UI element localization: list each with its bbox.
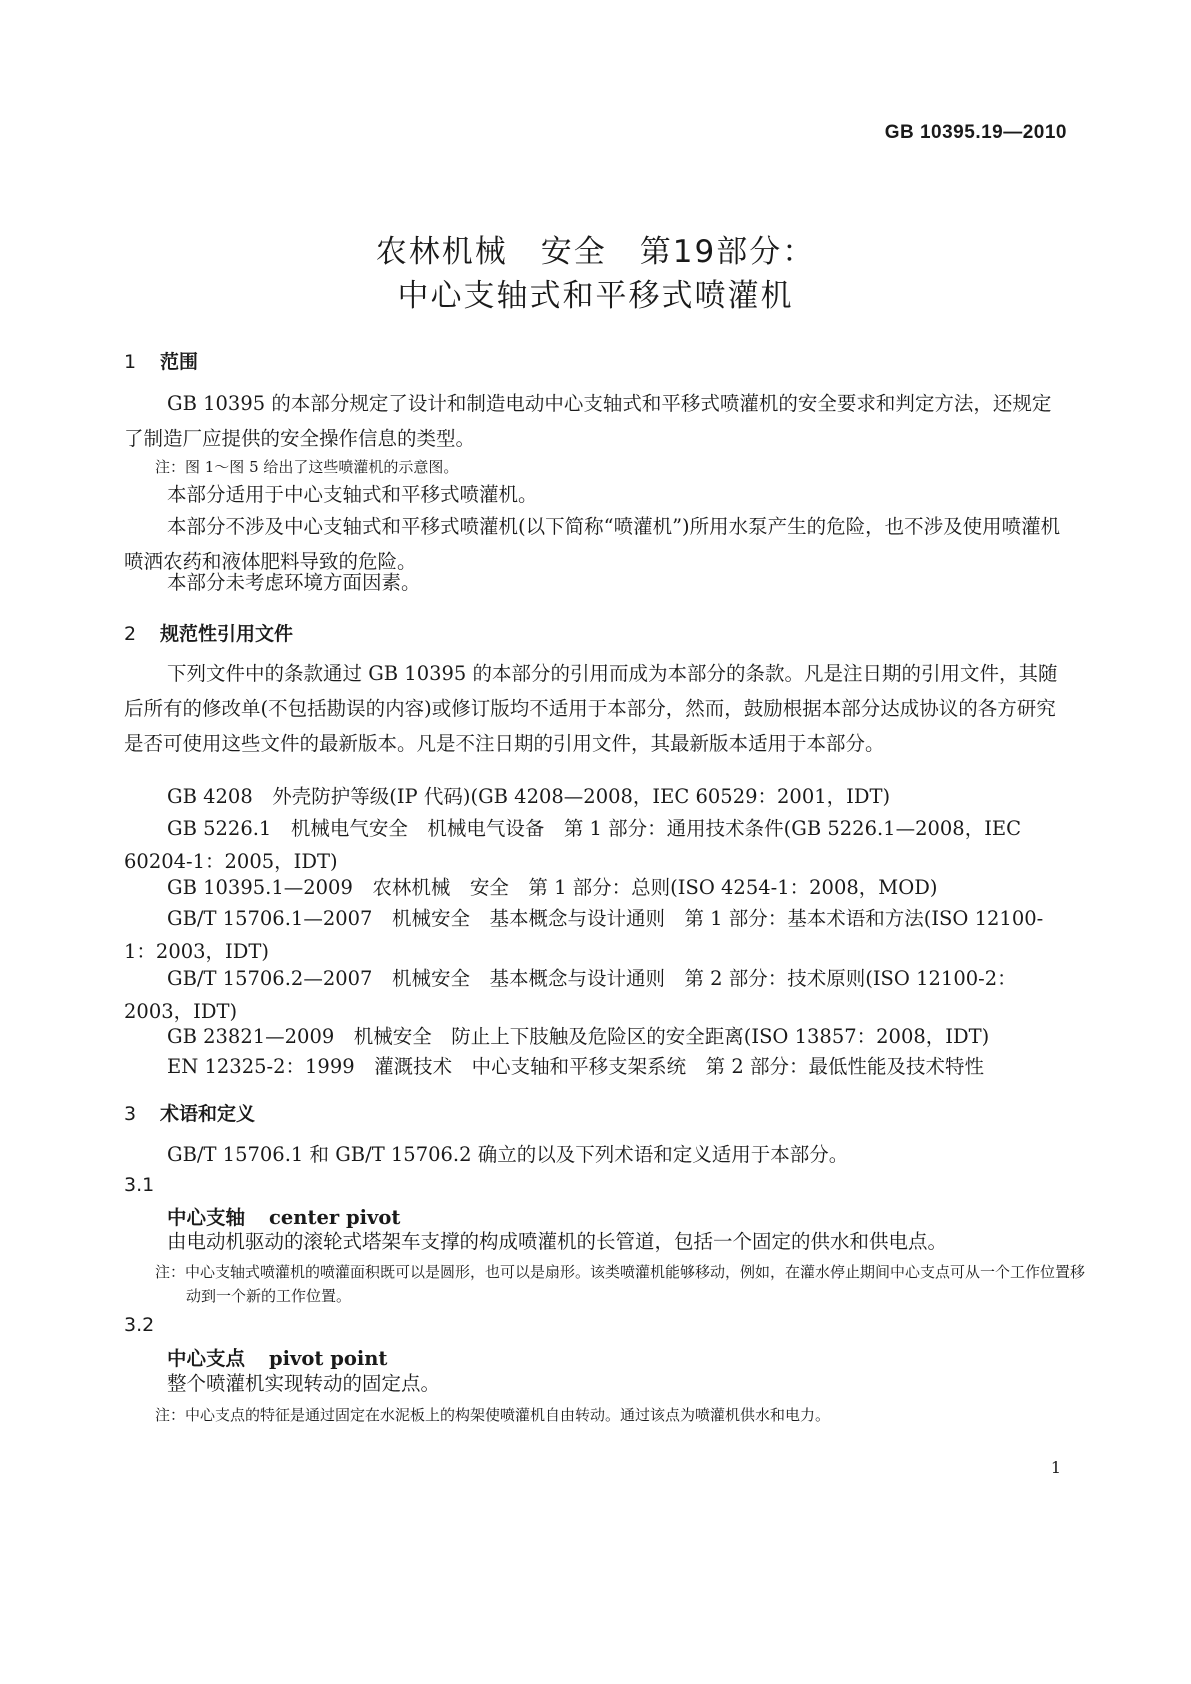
term-definition: 整个喷灌机实现转动的固定点。	[167, 1372, 441, 1395]
section-3-intro: GB/T 15706.1 和 GB/T 15706.2 确立的以及下列术语和定义适用于本部分。	[167, 1143, 849, 1166]
term-note: 注：中心支轴式喷灌机的喷灌面积既可以是圆形，也可以是扇形。该类喷灌机能够移动，例如，在灌水停止期间中心支点可从一个工作位置移动到一个新的工作位置。	[155, 1263, 1086, 1305]
standard-code: GB 10395.19—2010	[884, 122, 1067, 143]
section-2-intro: 下列文件中的条款通过 GB 10395 的本部分的引用而成为本部分的条款。凡是注日期的引用文件，其随后所有的修改单(不包括勘误的内容)或修订版均不适用于本部分，然而，鼓励根据本部分达成协议的各方研究是否可使用这些文件的最新版本。凡是不注日期的引用文件，其最新版本适用于本部分。	[124, 662, 1058, 755]
term-english: pivot point	[269, 1347, 388, 1370]
section-1-paragraph-4: 本部分未考虑环境方面因素。	[167, 571, 421, 594]
reference-item: EN 12325-2：1999 灌溉技术 中心支轴和平移支架系统 第 2 部分：最低性能及技术特性	[167, 1055, 984, 1078]
reference-item: GB 10395.1—2009 农林机械 安全 第 1 部分：总则(ISO 4254-1：2008，MOD)	[167, 876, 938, 899]
section-title: 术语和定义	[160, 1103, 256, 1125]
section-number: 1	[124, 351, 137, 373]
reference-item: GB/T 15706.1—2007 机械安全 基本概念与设计通则 第 1 部分：基本术语和方法(ISO 12100-1：2003，IDT)	[124, 907, 1044, 963]
term-definition: 由电动机驱动的滚轮式塔架车支撑的构成喷灌机的长管道，包括一个固定的供水和供电点。	[167, 1230, 948, 1253]
section-1-paragraph-3: 本部分不涉及中心支轴式和平移式喷灌机(以下简称“喷灌机”)所用水泵产生的危险，也不涉及使用喷灌机喷洒农药和液体肥料导致的危险。	[124, 515, 1061, 573]
reference-item: GB 23821—2009 机械安全 防止上下肢触及危险区的安全距离(ISO 13857：2008，IDT)	[167, 1025, 990, 1048]
section-1-paragraph-2: 本部分适用于中心支轴式和平移式喷灌机。	[167, 483, 538, 506]
section-1-paragraph-1: GB 10395 的本部分规定了设计和制造电动中心支轴式和平移式喷灌机的安全要求和判定方法，还规定了制造厂应提供的安全操作信息的类型。	[124, 392, 1052, 450]
section-number: 2	[124, 623, 137, 645]
title-line-1: 农林机械 安全 第19部分：	[375, 234, 816, 270]
reference-item: GB 5226.1 机械电气安全 机械电气设备 第 1 部分：通用技术条件(GB 5226.1—2008，IEC 60204-1：2005，IDT)	[124, 817, 1022, 873]
term-chinese: 中心支轴	[167, 1206, 246, 1229]
section-number: 3	[124, 1103, 137, 1125]
reference-item: GB 4208 外壳防护等级(IP 代码)(GB 4208—2008，IEC 60529：2001，IDT)	[167, 785, 891, 808]
section-1-heading	[124, 347, 198, 374]
section-title: 规范性引用文件	[160, 623, 294, 645]
term-chinese: 中心支点	[167, 1347, 246, 1370]
section-2-heading	[124, 619, 293, 646]
term-number: 3.1	[124, 1174, 155, 1196]
term-english: center pivot	[269, 1206, 401, 1229]
term-note: 注：中心支点的特征是通过固定在水泥板上的构架使喷灌机自由转动。通过该点为喷灌机供水和电力。	[155, 1406, 831, 1424]
section-1-note: 注：图 1～图 5 给出了这些喷灌机的示意图。	[155, 458, 459, 476]
section-3-heading	[124, 1099, 255, 1126]
term-number: 3.2	[124, 1314, 155, 1336]
title-line-2: 中心支轴式和平移式喷灌机	[397, 278, 794, 314]
reference-item: GB/T 15706.2—2007 机械安全 基本概念与设计通则 第 2 部分：技术原则(ISO 12100-2：2003，IDT)	[124, 967, 1017, 1023]
page-number: 1	[1050, 1458, 1061, 1477]
section-title: 范围	[160, 351, 199, 373]
